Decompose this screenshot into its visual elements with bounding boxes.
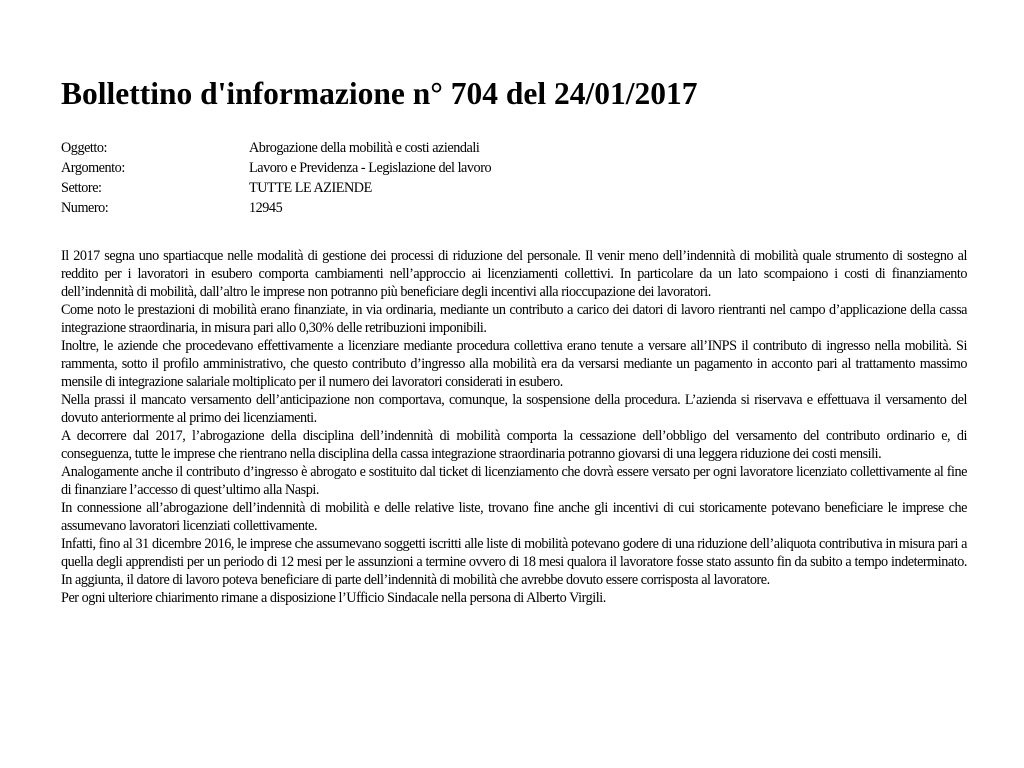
bulletin-page (61, 74, 967, 607)
body-paragraph: Analogamente anche il contributo d’ingresso è abrogato e sostituito dal ticket di licenziamento che dovrà essere versato per ogni lavoratore licenziato collettivamente al fine di finanziare l’accesso di quest’ultimo alla Naspi. (61, 464, 967, 498)
body-paragraph: Per ogni ulteriore chiarimento rimane a disposizione l’Ufficio Sindacale nella persona di Alberto Virgili. (61, 590, 606, 606)
meta-value: 12945 (249, 200, 283, 216)
body-paragraph: A decorrere dal 2017, l’abrogazione della disciplina dell’indennità di mobilità comporta la cessazione dell’obbligo del versamento del contributo ordinario e, di conseguenza, tutte le imprese che rientrano nella disciplina della cassa integrazione straordinaria potranno giovarsi di una leggera riduzione dei costi mensili. (61, 428, 967, 462)
body-paragraph: Infatti, fino al 31 dicembre 2016, le imprese che assumevano soggetti iscritti alle liste di mobilità potevano godere di una riduzione dell’aliquota contributiva in misura pari a quella degli apprendisti per un periodo di 12 mesi per le assunzioni a termine ovvero di 18 mesi qualora il lavoratore fosse stato assunto fin da subito a tempo indeterminato. In aggiunta, il datore di lavoro poteva beneficiare di parte dell’indennità di mobilità che avrebbe dovuto essere corrisposta al lavoratore. (61, 536, 967, 588)
body-paragraph: Come noto le prestazioni di mobilità erano finanziate, in via ordinaria, mediante un contributo a carico dei datori di lavoro rientranti nel campo d’applicazione della cassa integrazione straordinaria, in misura pari allo 0,30% delle retribuzioni imponibili. (61, 302, 967, 336)
body-paragraph: Nella prassi il mancato versamento dell’anticipazione non comportava, comunque, la sospensione della procedura. L’azienda si riservava e effettuava il versamento del dovuto anteriormente al primo dei licenziamenti. (61, 392, 967, 426)
meta-label: Argomento: (61, 160, 125, 176)
meta-row-topic (61, 158, 967, 178)
meta-label: Oggetto: (61, 140, 108, 156)
page-title: Bollettino d'informazione n° 704 del 24/01/2017 (61, 76, 698, 111)
body-paragraph: Inoltre, le aziende che procedevano effettivamente a licenziare mediante procedura collettiva erano tenute a versare all’INPS il contributo di ingresso nella mobilità. Si rammenta, sotto il profilo amministrativo, che questo contributo d’ingresso alla mobilità era da versarsi mediante un pagamento in acconto pari al trattamento massimo mensile di integrazione salariale moltiplicato per il numero dei lavoratori considerati in esubero. (61, 338, 967, 390)
meta-label: Numero: (61, 200, 109, 216)
bulletin-metadata (61, 138, 967, 218)
meta-value: Abrogazione della mobilità e costi aziendali (249, 140, 480, 156)
body-paragraph: In connessione all’abrogazione dell’indennità di mobilità e delle relative liste, trovano fine anche gli incentivi di cui storicamente potevano beneficiare le imprese che assumevano lavoratori licenziati collettivamente. (61, 500, 967, 534)
body-paragraph: Il 2017 segna uno spartiacque nelle modalità di gestione dei processi di riduzione del personale. Il venir meno dell’indennità di mobilità quale strumento di sostegno al reddito per i lavoratori in esubero comporta cambiamenti nell’approccio ai licenziamenti collettivi. In particolare da un lato scompaiono i costi di finanziamento dell’indennità di mobilità, dall’altro le imprese non potranno più beneficiare degli incentivi alla rioccupazione dei lavoratori. (61, 248, 967, 300)
meta-value: TUTTE LE AZIENDE (249, 180, 372, 196)
meta-row-sector (61, 178, 967, 198)
meta-row-number (61, 198, 967, 218)
meta-value: Lavoro e Previdenza - Legislazione del lavoro (249, 160, 492, 176)
meta-label: Settore: (61, 180, 102, 196)
bulletin-body (61, 247, 967, 607)
meta-row-subject (61, 138, 967, 158)
